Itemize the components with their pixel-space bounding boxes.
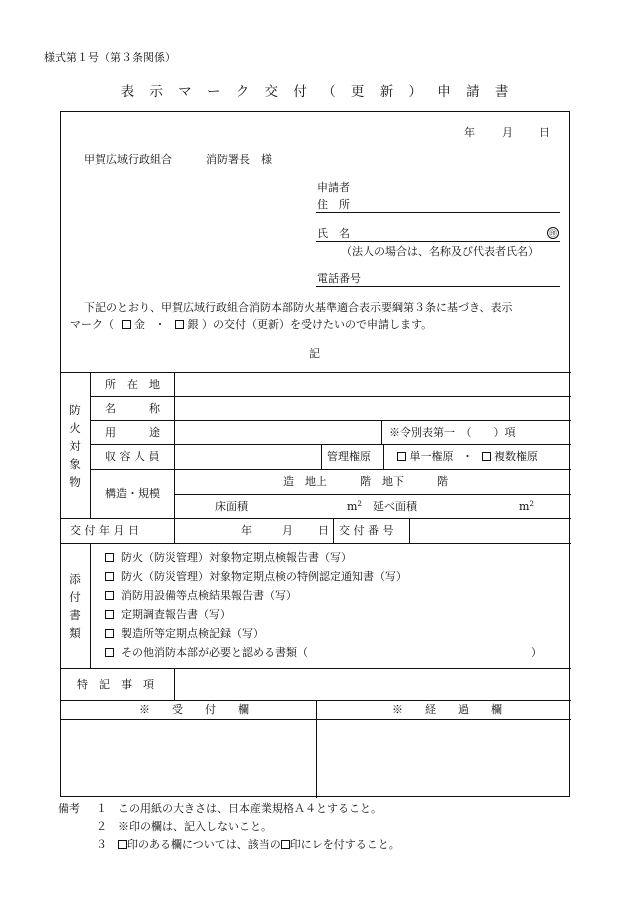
note-text: ※印の欄は、記入しないこと。 <box>118 820 272 833</box>
application-form <box>60 111 570 797</box>
capacity-label: 収 容 人 員 <box>105 450 160 463</box>
silver-checkbox[interactable] <box>175 320 184 329</box>
structure-label: 構造・規模 <box>105 487 160 500</box>
management-label: 管理権原 <box>327 450 371 463</box>
note-text: この用紙の大きさは、日本産業規格Ａ４とすること。 <box>118 802 382 815</box>
page-title: 表 示 マ ー ク 交 付 （ 更 新 ） 申 請 書 <box>120 84 510 100</box>
attachment-checkbox[interactable] <box>105 629 114 638</box>
applicant-phone-label: 電話番号 <box>317 272 361 285</box>
fire-target-label: 防 火 対 象 物 <box>69 403 81 489</box>
checkbox-symbol <box>281 840 290 849</box>
special-notes-label: 特 記 事 項 <box>77 678 154 691</box>
attachment-item: 製造所等定期点検記録（写） <box>105 628 264 639</box>
use-label: 用 途 <box>105 426 160 439</box>
total-area-label: 延べ面積 <box>373 500 417 513</box>
issue-date-year: 年 <box>241 524 252 537</box>
name-label: 名 称 <box>105 402 160 415</box>
date-month: 月 <box>502 126 513 139</box>
addressee-chief: 消防署長 様 <box>206 153 272 166</box>
gold-label: 金 <box>134 318 145 331</box>
issue-number-label: 交 付 番 号 <box>339 524 394 537</box>
body-line-2-pre: マーク（ <box>70 318 114 331</box>
attachment-item: その他消防本部が必要と認める書類（ <box>105 647 308 658</box>
form-number: 様式第１号（第３条関係） <box>44 51 176 64</box>
multiple-authority-label: 複数権原 <box>494 450 538 463</box>
issue-date-day: 日 <box>318 524 329 537</box>
date-year: 年 <box>464 126 475 139</box>
issue-date-month: 月 <box>282 524 293 537</box>
name-underline <box>316 241 560 242</box>
attachment-checkbox[interactable] <box>105 553 114 562</box>
checkbox-symbol <box>118 840 127 849</box>
gold-silver-separator: ・ <box>154 318 166 331</box>
location-label: 所 在 地 <box>105 378 160 391</box>
management-options <box>397 451 538 462</box>
attachment-checkbox[interactable] <box>105 572 114 581</box>
note-number: ２ <box>96 820 107 833</box>
ki-label: 記 <box>309 347 320 360</box>
body-line-2 <box>70 319 432 330</box>
issue-date-label: 交 付 年 月 日 <box>70 524 139 537</box>
use-note: ※令別表第一 （ ）項 <box>389 426 516 439</box>
single-authority-checkbox[interactable] <box>397 452 406 461</box>
progress-column-label: ※ 経 過 欄 <box>392 703 502 716</box>
attachment-close-paren: ） <box>531 646 542 659</box>
addressee-org: 甲賀広域行政組合 <box>84 153 172 166</box>
attachment-checkbox[interactable] <box>105 591 114 600</box>
multiple-authority-checkbox[interactable] <box>482 452 491 461</box>
body-line-1: 下記のとおり、甲賀広域行政組合消防本部防火基準適合表示要綱第３条に基づき、表示 <box>84 301 513 314</box>
applicant-name-label: 氏 名 <box>317 227 350 240</box>
phone-underline <box>316 286 560 287</box>
total-area-unit: $m^2$ <box>519 500 534 513</box>
authority-separator: ・ <box>462 450 473 463</box>
body-line-2-post: ）の交付（更新）を受けたいので申請します。 <box>202 318 433 331</box>
floor-area-label: 床面積 <box>215 500 248 513</box>
silver-label: 銀 <box>187 318 199 331</box>
attachment-checkbox[interactable] <box>105 610 114 619</box>
attachments-label: 添 付 書 類 <box>69 572 81 640</box>
note-number: ３ <box>96 838 107 851</box>
single-authority-label: 単一権原 <box>409 450 454 463</box>
gold-checkbox[interactable] <box>122 320 131 329</box>
corp-note: （法人の場合は、名称及び代表者氏名） <box>341 245 539 258</box>
note-text: 印のある欄については、該当の 印にレを付すること。 <box>118 839 400 850</box>
attachment-item: 消防用設備等点検結果報告書（写） <box>105 590 297 601</box>
date-day: 日 <box>539 126 550 139</box>
applicant-heading: 申請者 <box>317 181 350 194</box>
structure-floors: 造 地上 階 地下 階 <box>283 475 448 488</box>
applicant-address-label: 住 所 <box>317 198 350 211</box>
attachment-item: 防火（防災管理）対象物定期点検報告書（写） <box>105 552 352 563</box>
note-number: １ <box>96 802 107 815</box>
attachment-checkbox[interactable] <box>105 648 114 657</box>
floor-area-unit: $m^2$ <box>347 500 362 513</box>
attachment-item: 定期調査報告書（写） <box>105 609 231 620</box>
attachment-item: 防火（防災管理）対象物定期点検の特例認定通知書（写） <box>105 571 407 582</box>
notes-label: 備考 <box>58 802 80 815</box>
address-underline <box>316 212 560 213</box>
seal-mark: ㊞ <box>549 229 557 238</box>
reception-column-label: ※ 受 付 欄 <box>139 703 249 716</box>
